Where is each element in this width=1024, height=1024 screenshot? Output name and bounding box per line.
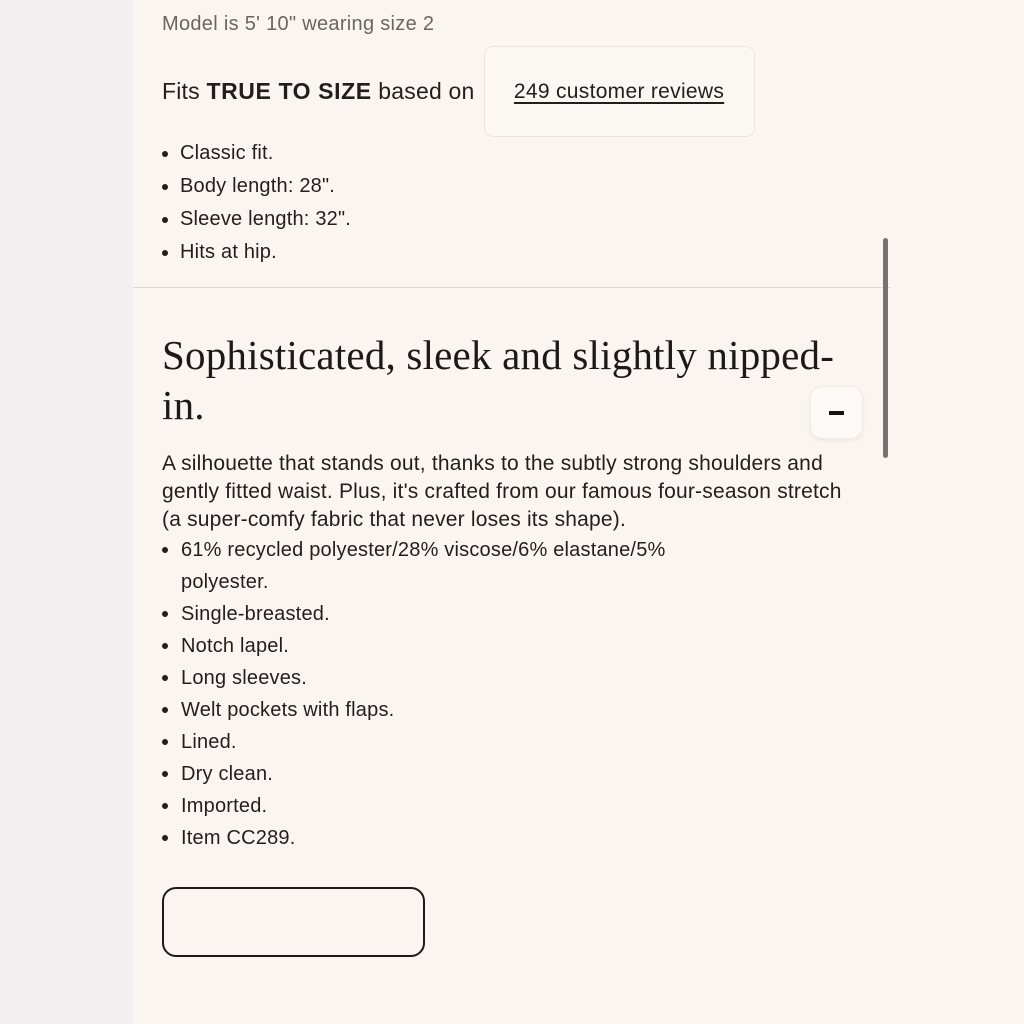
fit-details-list — [162, 137, 891, 269]
product-detail-item: Dry clean. — [162, 758, 732, 790]
customer-reviews-link[interactable]: 249 customer reviews — [513, 79, 725, 103]
fit-summary-row — [162, 46, 891, 137]
left-gutter — [0, 0, 133, 1024]
fit-suffix-text: based on — [371, 78, 475, 104]
product-details-panel — [133, 0, 891, 1024]
section-divider — [133, 287, 891, 288]
product-details-list — [162, 534, 732, 854]
customer-reviews-card — [484, 46, 755, 137]
product-detail-item: Imported. — [162, 790, 732, 822]
fit-summary-text — [162, 78, 475, 105]
fit-emphasis-text: TRUE TO SIZE — [206, 78, 372, 104]
fit-detail-item: Body length: 28". — [162, 170, 891, 203]
model-info-text: Model is 5' 10" wearing size 2 — [162, 13, 435, 35]
fit-detail-item: Classic fit. — [162, 137, 891, 170]
product-detail-item: 61% recycled polyester/28% viscose/6% elastane/5% polyester. — [162, 534, 732, 598]
product-detail-item: Notch lapel. — [162, 630, 732, 662]
collapse-section-button[interactable] — [810, 386, 863, 439]
description-body: A silhouette that stands out, thanks to the subtly strong shoulders and gently fitted waist. Plus, it's crafted from our famous four-season stretch (a super-comfy fabric that never loses its shape). — [162, 452, 842, 531]
fit-prefix-text: Fits — [162, 78, 207, 104]
fit-detail-item: Sleeve length: 32". — [162, 203, 891, 236]
minus-icon — [829, 411, 844, 415]
description-heading: Sophisticated, sleek and slightly nipped-in. — [162, 332, 835, 428]
description-section — [162, 330, 891, 957]
product-detail-item: Item CC289. — [162, 822, 732, 854]
product-detail-item: Long sleeves. — [162, 662, 732, 694]
product-detail-item: Welt pockets with flaps. — [162, 694, 732, 726]
product-detail-item: Single-breasted. — [162, 598, 732, 630]
fit-detail-item: Hits at hip. — [162, 236, 891, 269]
scrollbar-thumb[interactable] — [883, 238, 888, 458]
partial-bottom-card[interactable] — [162, 887, 425, 957]
product-detail-item: Lined. — [162, 726, 732, 758]
